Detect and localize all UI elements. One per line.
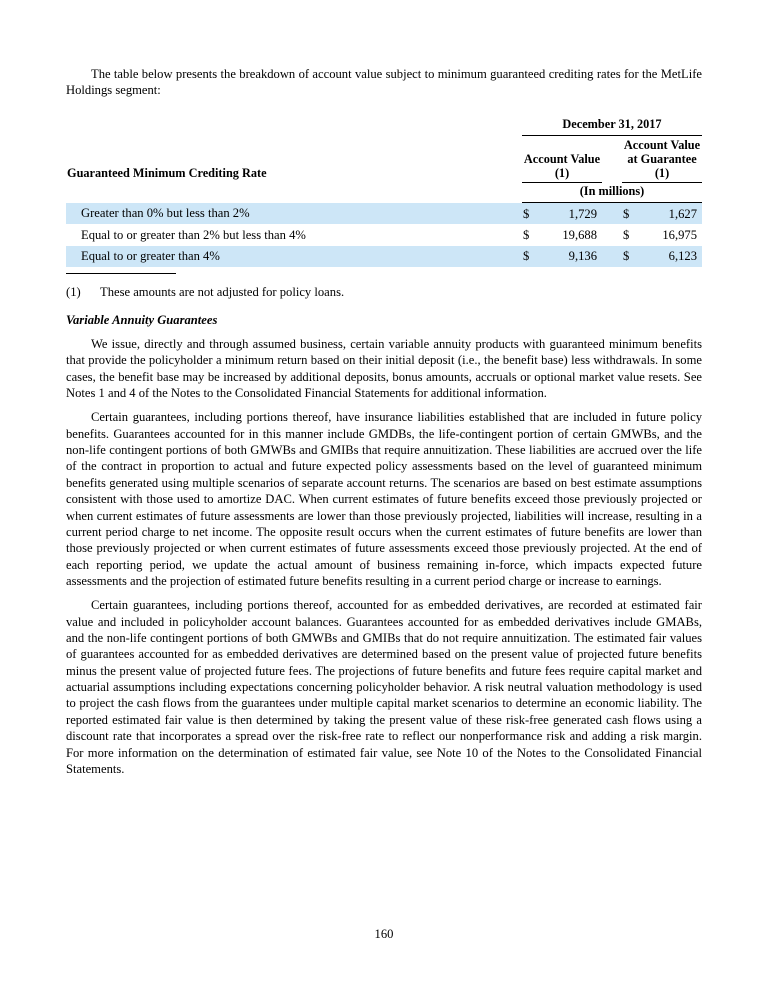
intro-paragraph: The table below presents the breakdown of account value subject to minimum guaranteed crediting rates for the MetLife Holdings segment: [66,67,702,98]
guarantee-value-cell: 1,627 [668,206,697,221]
units-label: (In millions) [522,183,702,203]
account-value-cell: 9,136 [568,249,597,264]
account-value-cell: 1,729 [568,206,597,221]
row-label-header: Guaranteed Minimum Crediting Rate [67,166,267,181]
table-row [66,246,702,267]
account-value-header: Account Value (1) [522,135,602,182]
spacer-cell [602,246,622,267]
row-label: Equal to or greater than 2% but less than 4% [81,227,306,242]
currency-symbol: $ [623,227,630,242]
spacer-cell [602,224,622,245]
paragraph-variable-annuity-2: Certain guarantees, including portions thereof, have insurance liabilities established that are included in future policy benefits. Guarantees accounted for in this manner include GMDBs, the life-contingent portion of certain GMWBs, and the non-life contingent portions of both GMWBs and GMIBs that require annuitization. These liabilities are accrued over the life of the contract in proportion to actual and future expected policy assessments based on the level of guaranteed minimum benefits generated using multiple scenarios of separate account returns. The scenarios are based on best estimate assumptions consistent with those used to amortize DAC. When current estimates of future benefits exceed those previously projected or when current estimates of future assessments are lower than those previously projected, liabilities will increase, resulting in a current period charge to net income. The opposite result occurs when the current estimates of future benefits are lower than those previously projected or when current estimates of future assessments exceed those previously projected. At the end of each reporting period, we update the actual amount of business remaining in-force, which impacts expected future assessments and the projection of estimated future benefits resulting in a current period charge or increase to earnings. [66,410,702,588]
currency-symbol: $ [523,249,530,264]
currency-symbol: $ [623,249,630,264]
spacer-cell [602,135,622,182]
guarantee-value-cell: 16,975 [662,227,697,242]
footnote-rule [66,273,176,274]
page-number: 160 [374,927,394,941]
account-value-cell: 19,688 [562,227,597,242]
crediting-rate-table [66,117,702,267]
section-heading: Variable Annuity Guarantees [66,312,218,327]
currency-symbol: $ [523,227,530,242]
table-row [66,224,702,245]
table-date-row [66,117,702,135]
table-row [66,203,702,225]
row-label: Equal to or greater than 4% [81,249,220,264]
spacer-cell [602,203,622,225]
spacer-cell [66,183,522,203]
value-at-guarantee-header: Account Value at Guarantee (1) [622,135,702,182]
footnote-marker: (1) [66,285,81,300]
currency-symbol: $ [623,206,630,221]
paragraph-variable-annuity-1: We issue, directly and through assumed business, certain variable annuity products with guaranteed minimum benefits that provide the policyholder a minimum return based on their initial deposit (i.e., the benefit base) less withdrawals. In some cases, the benefit base may be increased by additional deposits, bonus amounts, accruals or optional market value resets. See Notes 1 and 4 of the Notes to the Consolidated Financial Statements for additional information. [66,336,702,400]
paragraph-variable-annuity-3: Certain guarantees, including portions thereof, accounted for as embedded derivatives, are recorded at estimated fair value and included in policyholder account balances. Guarantees accounted for as embedded derivatives include GMABs, and the non-life contingent portions of both GMWBs and GMIBs that do not require annuitization. The estimated fair values of guarantees accounted for as embedded derivatives are determined based on the present value of projected future benefits minus the present value of projected future fees. The projections of future benefits and future fees require capital market and actuarial assumptions including expectations concerning policyholder behavior. A risk neutral valuation methodology is used to project the cash flows from the guarantees under multiple capital market scenarios to determine an economic liability. The reported estimated fair value is then determined by taking the present value of these risk-free generated cash flows using a discount rate that incorporates a spread over the risk-free rate to reflect our nonperformance risk and adding a risk margin. For more information on the determination of estimated fair value, see Note 10 of the Notes to the Consolidated Financial Statements. [66,598,702,776]
table-date-header: December 31, 2017 [522,117,702,135]
row-label: Greater than 0% but less than 2% [81,206,250,221]
footnote [66,284,702,300]
guarantee-value-cell: 6,123 [668,249,697,264]
table-units-row [66,183,702,203]
spacer-cell [66,117,522,135]
footnote-text: These amounts are not adjusted for policy loans. [100,285,345,300]
currency-symbol: $ [523,206,530,221]
table-column-header-row [66,135,702,182]
